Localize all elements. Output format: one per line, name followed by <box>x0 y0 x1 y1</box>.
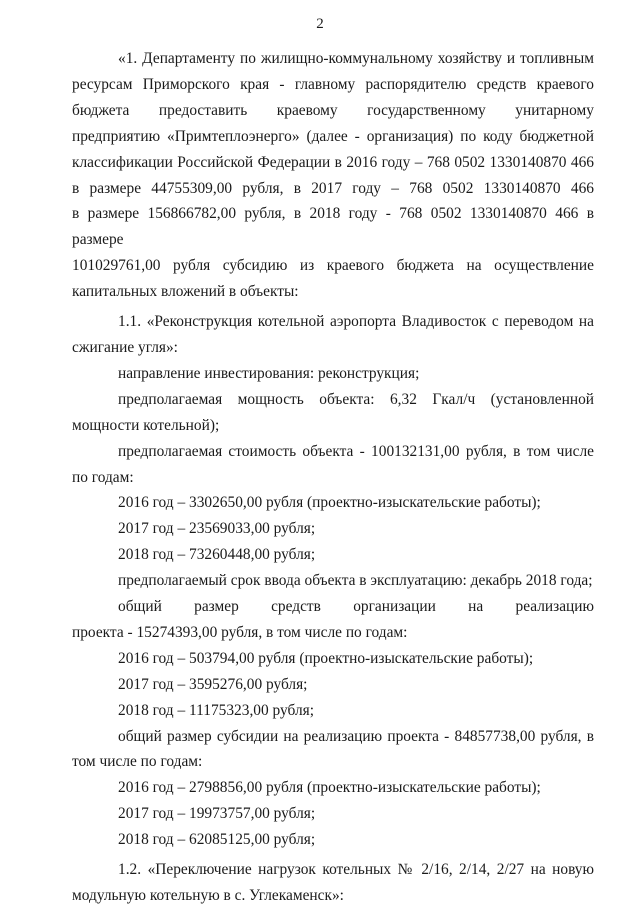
intro-paragraph <box>72 46 594 305</box>
document-body <box>72 46 594 909</box>
item-1-1-cost: предполагаемая стоимость объекта - 100132131,00 рубля, в том числе по годам: <box>72 442 594 486</box>
org-funds-line: проекта - 15274393,00 рубля, в том числе по годам: <box>72 623 408 641</box>
intro-line: бюджета предоставить краевому государственному унитарному <box>72 101 594 119</box>
org-funds-line: общий размер средств организации на реализацию <box>118 598 594 616</box>
subsidy-year-2018: 2018 год – 62085125,00 рубля; <box>118 831 316 849</box>
item-1-2-title: 1.2. «Переключение нагрузок котельных № 2/16, 2/14, 2/27 на новую модульную котельную в с. Углекаменск»: <box>72 861 594 904</box>
intro-line: в размере 44755309,00 рубля, в 2017 году – 768 0502 1330140870 466 <box>72 179 594 197</box>
intro-line: в размере 156866782,00 рубля, в 2018 году - 768 0502 1330140870 466 в размере <box>72 205 594 249</box>
cost-year-2016: 2016 год – 3302650,00 рубля (проектно-изыскательские работы); <box>118 494 541 512</box>
intro-line: «1. Департаменту по жилищно-коммунальному хозяйству и топливным <box>118 50 594 67</box>
subsidy-year-2017: 2017 год – 19973757,00 рубля; <box>118 805 316 823</box>
org-funds-year-2016: 2016 год – 503794,00 рубля (проектно-изыскательские работы); <box>118 649 534 667</box>
intro-line: классификации Российской Федерации в 2016 году – 768 0502 1330140870 466 <box>72 153 594 171</box>
intro-line: капитальных вложений в объекты: <box>72 283 299 301</box>
item-1-1-subsidy: общий размер субсидии на реализацию проекта - 84857738,00 рубля, в том числе по годам: <box>72 727 594 771</box>
item-1-1-commissioning: предполагаемый срок ввода объекта в эксплуатацию: декабрь 2018 года; <box>118 572 593 590</box>
org-funds-year-2018: 2018 год – 11175323,00 рубля; <box>118 701 315 719</box>
intro-line: 101029761,00 рубля субсидию из краевого бюджета на осуществление <box>72 257 594 275</box>
subsidy-year-2016: 2016 год – 2798856,00 рубля (проектно-изыскательские работы); <box>118 779 541 797</box>
intro-line: ресурсам Приморского края - главному распорядителю средств краевого <box>72 75 594 93</box>
item-1-1-org-funds <box>72 594 594 646</box>
item-1-1-title: 1.1. «Реконструкция котельной аэропорта Владивосток с переводом на сжигание угля»: <box>72 313 594 356</box>
page-number: 2 <box>316 16 324 32</box>
org-funds-year-2017: 2017 год – 3595276,00 рубля; <box>118 675 308 693</box>
cost-year-2017: 2017 год – 23569033,00 рубля; <box>118 520 316 538</box>
intro-line: предприятию «Примтеплоэнерго» (далее - организация) по коду бюджетной <box>72 127 594 145</box>
item-1-1-direction: направление инвестирования: реконструкция; <box>118 364 420 382</box>
cost-year-2018: 2018 год – 73260448,00 рубля; <box>118 546 316 564</box>
item-1-1-capacity: предполагаемая мощность объекта: 6,32 Гкал/ч (установленной мощности котельной); <box>72 390 594 434</box>
